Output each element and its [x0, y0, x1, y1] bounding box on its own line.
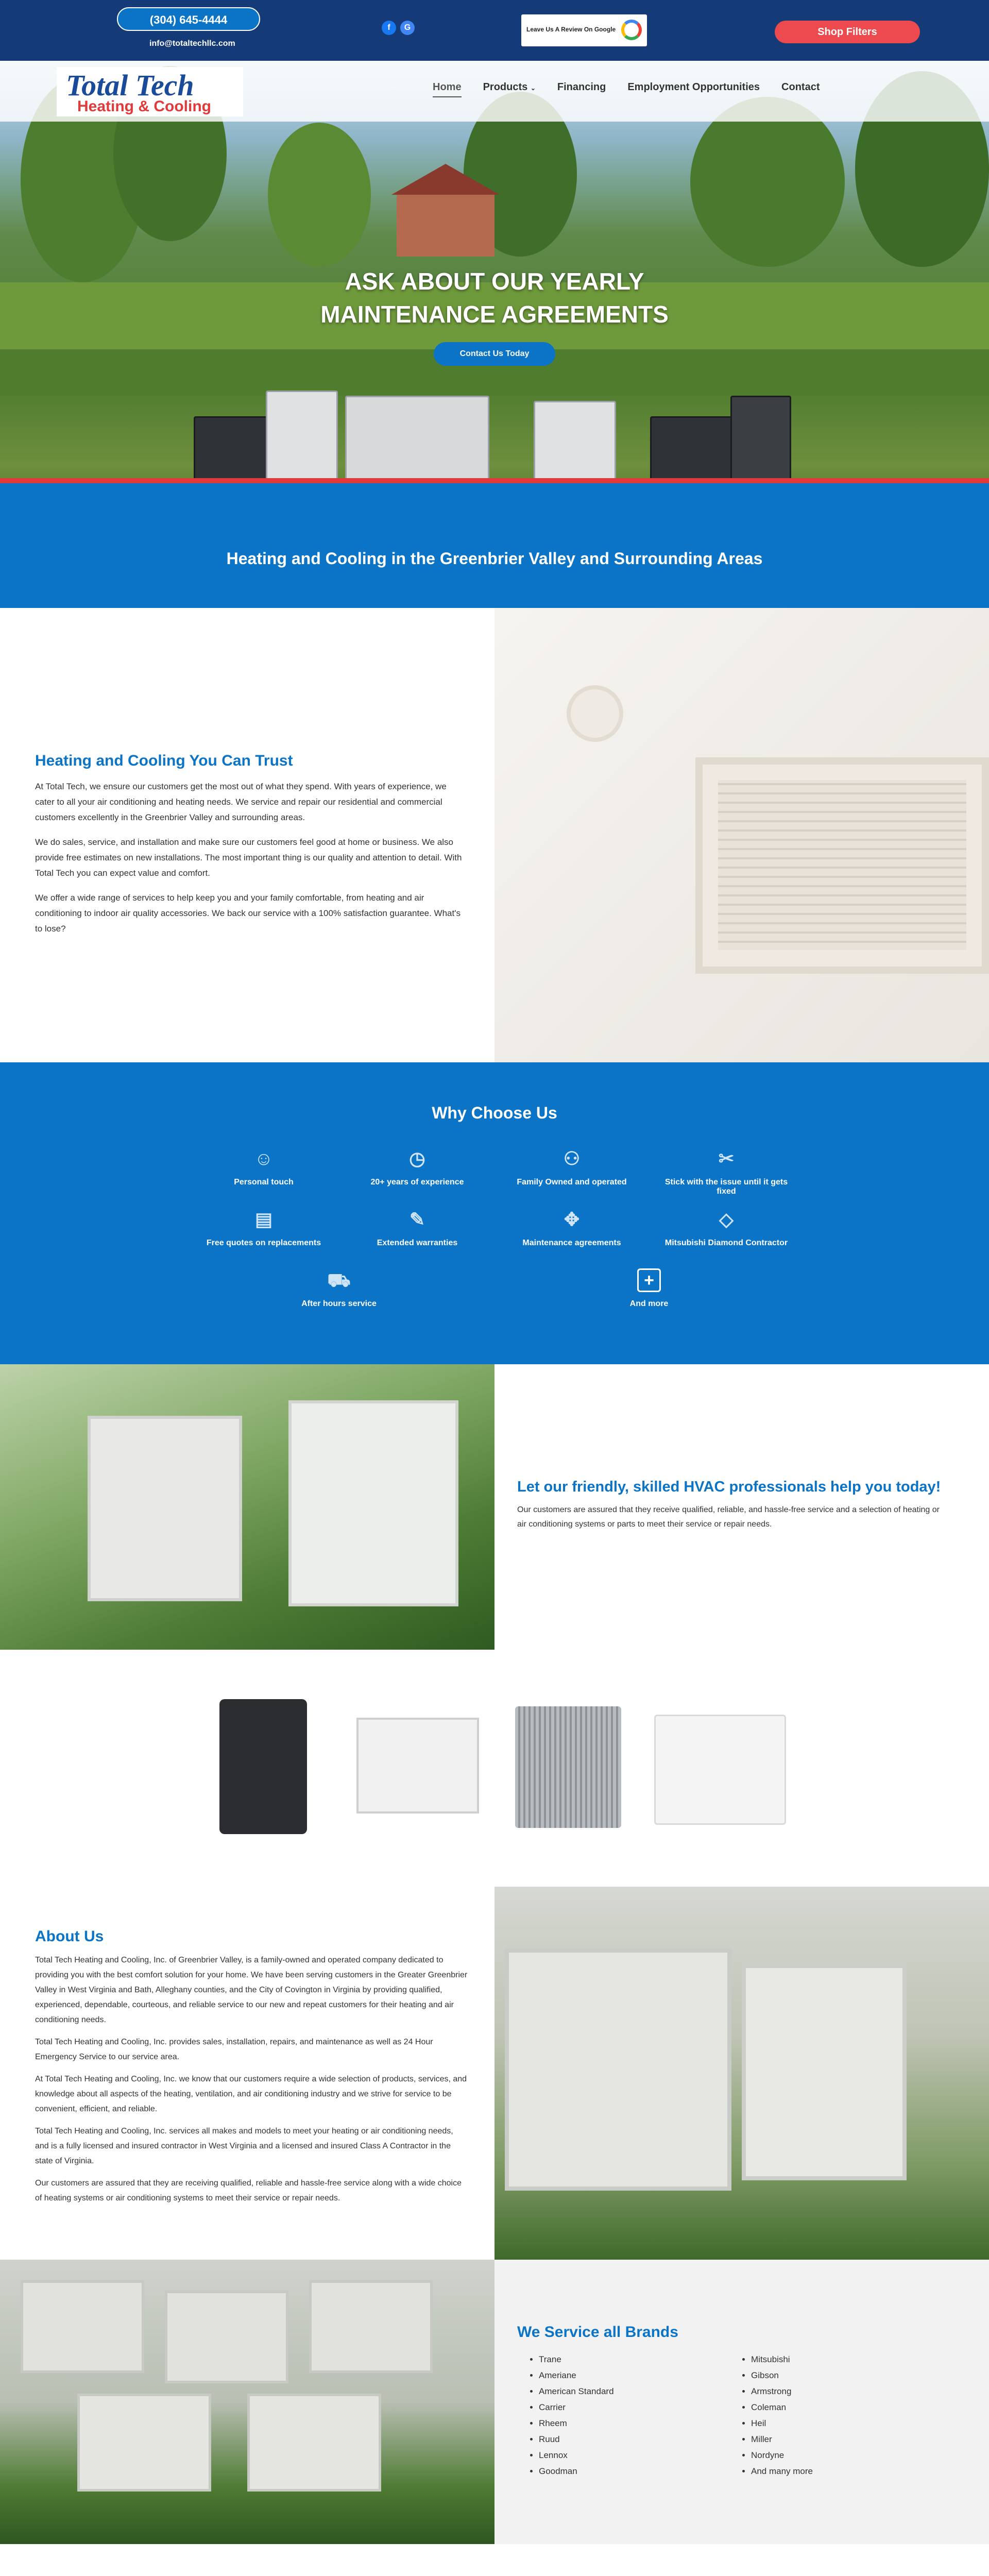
truck-icon: ⛟ — [327, 1269, 351, 1291]
logo-text: Total Tech — [66, 69, 194, 102]
review-label: Leave Us A Review On Google — [526, 26, 616, 33]
ac-unit-image — [77, 2394, 211, 2492]
brands-title: We Service all Brands — [517, 2324, 678, 2341]
ac-unit-image — [505, 1948, 731, 2191]
vent-image — [494, 608, 989, 1062]
diamond-icon: ◇ — [719, 1209, 734, 1230]
brands-content — [517, 2324, 960, 2476]
brand-item: • Coleman — [751, 2399, 934, 2415]
hero-title-line2: MAINTENANCE AGREEMENTS — [320, 301, 669, 328]
brand-item: • Goodman — [539, 2463, 722, 2479]
chevron-down-icon: ⌄ — [530, 84, 536, 92]
nav-financing[interactable]: Financing — [557, 81, 606, 93]
ac-unit-image — [288, 1400, 458, 1606]
about-title: About Us — [35, 1928, 104, 1945]
products-section — [0, 1650, 989, 1887]
brand-item: • Ameriane — [539, 2367, 722, 2383]
nav-links — [433, 81, 820, 97]
brands-list — [526, 2351, 722, 2479]
testimonials-section — [0, 2544, 989, 2576]
family-icon: ⚇ — [563, 1148, 581, 1169]
nav-contact[interactable]: Contact — [781, 81, 820, 93]
about-paragraph: Total Tech Heating and Cooling, Inc. provides sales, installation, repairs, and maintenance as well as 24 Hour Emergency Service to our service area. — [35, 2038, 433, 2061]
brand-item: • Carrier — [539, 2399, 722, 2415]
friendly-text: Our customers are assured that they receive qualified, reliable, and hassle-free service and a selection of heating or air conditioning systems or parts to meet their service or repair needs. — [517, 1505, 940, 1529]
why-item-label: After hours service — [301, 1299, 377, 1308]
friendly-title: Let our friendly, skilled HVAC professionals help you today! — [517, 1479, 941, 1495]
intro-title: Heating and Cooling You Can Trust — [35, 752, 293, 769]
brand-item: • Nordyne — [751, 2447, 934, 2463]
nav-products-label: Products — [483, 81, 528, 93]
brand-item: • Heil — [751, 2415, 934, 2431]
about-photo — [494, 1887, 989, 2260]
why-item — [277, 1268, 401, 1309]
about-paragraph: Our customers are assured that they are receiving qualified, reliable and hassle-free service along with a wide choice of heating systems or air conditioning systems to meet their service or repair needs. — [35, 2179, 462, 2202]
product-image — [219, 1699, 307, 1834]
ac-unit-image — [742, 1964, 907, 2180]
why-title: Why Choose Us — [432, 1104, 557, 1122]
why-item-label: Maintenance agreements — [522, 1239, 621, 1247]
hero — [0, 61, 989, 608]
hero-title — [0, 265, 989, 331]
facebook-icon[interactable]: f — [382, 21, 396, 35]
nav-products[interactable] — [483, 81, 536, 97]
quote-icon: ▤ — [254, 1209, 272, 1230]
why-item — [510, 1147, 634, 1187]
intro-paragraph: We do sales, service, and installation and make sure our customers feel good at home or business. We also provide free estimates on new installations. The most important thing is our quality and attention to detail. With Total Tech you can expect value and comfort. — [35, 837, 462, 878]
friendly-content — [517, 1479, 950, 1532]
brands-photo — [0, 2260, 494, 2544]
about-paragraph: At Total Tech Heating and Cooling, Inc. we know that our customers require a wide selection of products, services, and knowledge about all aspects of the heating, ventilation, and air conditioning industry and we strive for service to be convenient, efficient, and reliable. — [35, 2075, 467, 2113]
clock-icon: ◷ — [409, 1148, 425, 1169]
why-item — [355, 1147, 479, 1187]
intro-paragraph: We offer a wide range of services to help keep you and your family comfortable, from heating and air conditioning to indoor air quality accessories. We back our service with a 100% satisfaction guarantee. What's to lose? — [35, 893, 461, 934]
google-icon[interactable]: G — [400, 21, 415, 35]
ac-unit-image — [309, 2280, 433, 2373]
plus-icon: + — [637, 1268, 661, 1292]
hero-house — [397, 195, 494, 257]
hero-divider — [0, 478, 989, 483]
tools-icon: ✂ — [718, 1148, 735, 1169]
about-content — [35, 1928, 468, 2206]
why-item — [202, 1147, 326, 1187]
why-item-label: Stick with the issue until it gets fixed — [664, 1178, 788, 1196]
phone-button[interactable]: (304) 645-4444 — [117, 7, 260, 31]
vent-round-image — [567, 685, 623, 742]
brand-item: • Armstrong — [751, 2383, 934, 2399]
why-item — [664, 1208, 788, 1248]
why-item-label: Mitsubishi Diamond Contractor — [664, 1239, 788, 1247]
nav-home[interactable]: Home — [433, 81, 462, 97]
why-item-label: Free quotes on replacements — [206, 1239, 321, 1247]
why-item-label: And more — [629, 1299, 669, 1308]
person-icon: ☺ — [254, 1148, 274, 1169]
warranty-icon: ✎ — [409, 1209, 425, 1230]
brand-item: • Ruud — [539, 2431, 722, 2447]
brand-item: • Lennox — [539, 2447, 722, 2463]
ac-units-photo — [0, 1364, 494, 1650]
nav-employment[interactable]: Employment Opportunities — [627, 81, 760, 93]
brand-item: • Trane — [539, 2351, 722, 2367]
about-paragraph: Total Tech Heating and Cooling, Inc. of Greenbrier Valley, is a family-owned and operated company dedicated to providing you with the best comfort solution for your home. We have been serving customers in the Greater Greenbrier Valley in West Virginia and Bath, Alleghany counties, and the City of Covington in Virginia by providing qualified, experienced, dependable, courteous, and reliable service to our new and repeat customers for their heating and air conditioning needs. — [35, 1956, 468, 2024]
brand-item: • Rheem — [539, 2415, 722, 2431]
why-item-label: Personal touch — [234, 1178, 294, 1187]
intro-content — [35, 752, 468, 937]
friendly-section — [0, 1364, 989, 1650]
google-logo-icon — [621, 20, 642, 40]
product-image — [356, 1718, 479, 1814]
brands-section — [0, 2260, 989, 2544]
hero-tree — [690, 97, 845, 267]
hero-band-title: Heating and Cooling in the Greenbrier Valley and Surrounding Areas — [226, 549, 763, 568]
email-link[interactable]: info@totaltechllc.com — [149, 39, 235, 48]
ac-unit-image — [247, 2394, 381, 2492]
product-image — [515, 1706, 621, 1828]
brand-item: • Gibson — [751, 2367, 934, 2383]
main-nav — [0, 61, 989, 122]
brands-list — [739, 2351, 934, 2479]
why-choose-us-section — [0, 1062, 989, 1364]
vent-grille-image — [695, 757, 989, 974]
intro-section — [0, 608, 989, 1062]
ac-unit-image — [165, 2291, 288, 2383]
why-item — [510, 1208, 634, 1248]
google-review-badge[interactable] — [521, 14, 647, 46]
why-item — [202, 1208, 326, 1248]
contact-us-button[interactable]: Contact Us Today — [434, 342, 555, 366]
brand-item: • Mitsubishi — [751, 2351, 934, 2367]
hero-tree — [268, 123, 371, 267]
brand-item: • And many more — [751, 2463, 934, 2479]
why-item-label: Extended warranties — [377, 1239, 458, 1247]
why-item — [355, 1208, 479, 1248]
ac-unit-image — [21, 2280, 144, 2373]
product-image — [654, 1715, 786, 1825]
about-section — [0, 1887, 989, 2260]
about-paragraph: Total Tech Heating and Cooling, Inc. services all makes and models to meet your heating or air conditioning needs, and is a fully licensed and insured contractor in West Virginia and a licensed and insured Class A Contractor in the state of Virginia. — [35, 2127, 453, 2165]
brand-item: • Miller — [751, 2431, 934, 2447]
intro-paragraph: At Total Tech, we ensure our customers get the most out of what they spend. With years of experience, we cater to all your air conditioning and heating needs. We service and repair our residential and commercial customers excellently in the Greenbrier Valley and surrounding areas. — [35, 782, 447, 822]
brand-item: • American Standard — [539, 2383, 722, 2399]
hero-title-line1: ASK ABOUT OUR YEARLY — [345, 268, 644, 295]
hero-band — [0, 483, 989, 608]
site-logo[interactable] — [57, 67, 243, 116]
handshake-icon: ✥ — [564, 1209, 580, 1230]
top-bar — [0, 0, 989, 61]
ac-unit-image — [88, 1416, 242, 1601]
why-item-label: 20+ years of experience — [370, 1178, 464, 1187]
shop-filters-button[interactable]: Shop Filters — [775, 21, 920, 43]
logo-subtext: Heating & Cooling — [77, 98, 211, 115]
vent-slats — [718, 780, 966, 950]
why-item — [664, 1147, 788, 1196]
why-item-label: Family Owned and operated — [517, 1178, 627, 1187]
why-item — [587, 1268, 711, 1309]
